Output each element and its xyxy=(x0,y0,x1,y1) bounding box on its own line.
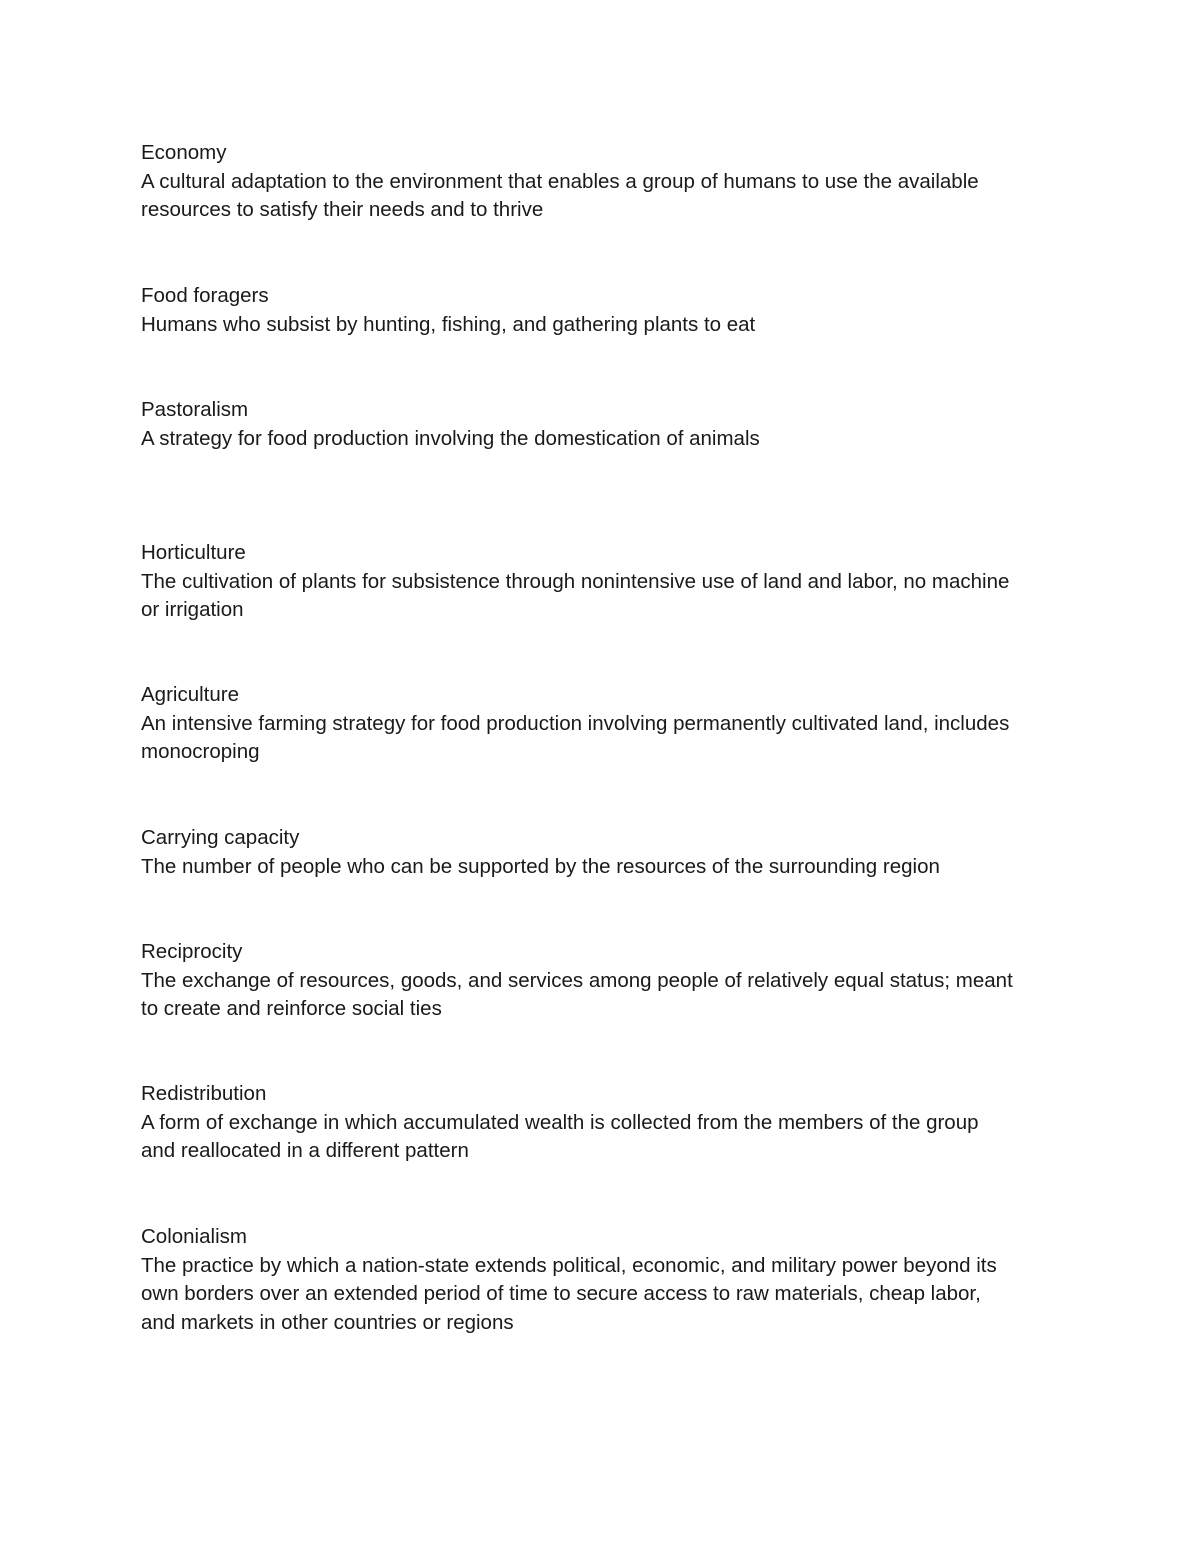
term-definition: The exchange of resources, goods, and services among people of relatively equal status; meant to create and reinforce social ties xyxy=(141,968,1013,1021)
term-heading: Redistribution xyxy=(141,1082,267,1105)
entry-pastoralism xyxy=(141,396,1071,453)
entry-food-foragers xyxy=(141,282,1071,339)
entry-carrying-capacity xyxy=(141,824,1071,881)
term-definition: A strategy for food production involving the domestication of animals xyxy=(141,426,760,450)
term-definition: The practice by which a nation-state extends political, economic, and military power beyond its own borders over an extended period of time to secure access to raw materials, cheap labor, and markets in other countries or regions xyxy=(141,1253,997,1334)
entry-colonialism xyxy=(141,1223,1071,1337)
term-heading: Horticulture xyxy=(141,541,246,564)
term-definition: The cultivation of plants for subsistence through nonintensive use of land and labor, no machine or irrigation xyxy=(141,569,1010,622)
term-heading: Carrying capacity xyxy=(141,826,300,849)
term-heading: Economy xyxy=(141,141,227,164)
term-definition: Humans who subsist by hunting, fishing, and gathering plants to eat xyxy=(141,312,756,336)
entry-reciprocity xyxy=(141,938,1071,1024)
term-definition: The number of people who can be supported by the resources of the surrounding region xyxy=(141,854,940,878)
term-heading: Pastoralism xyxy=(141,398,249,421)
term-heading: Food foragers xyxy=(141,284,269,307)
entry-horticulture xyxy=(141,539,1071,625)
term-definition: A cultural adaptation to the environment that enables a group of humans to use the available resources to satisfy their needs and to thrive xyxy=(141,169,979,222)
term-definition: A form of exchange in which accumulated wealth is collected from the members of the group and reallocated in a different pattern xyxy=(141,1110,979,1163)
term-heading: Agriculture xyxy=(141,683,239,706)
entry-redistribution xyxy=(141,1080,1071,1166)
term-heading: Colonialism xyxy=(141,1225,247,1248)
term-heading: Reciprocity xyxy=(141,940,243,963)
entry-economy xyxy=(141,139,1071,225)
term-definition: An intensive farming strategy for food production involving permanently cultivated land, includes monocroping xyxy=(141,711,1010,764)
entry-agriculture xyxy=(141,681,1071,767)
